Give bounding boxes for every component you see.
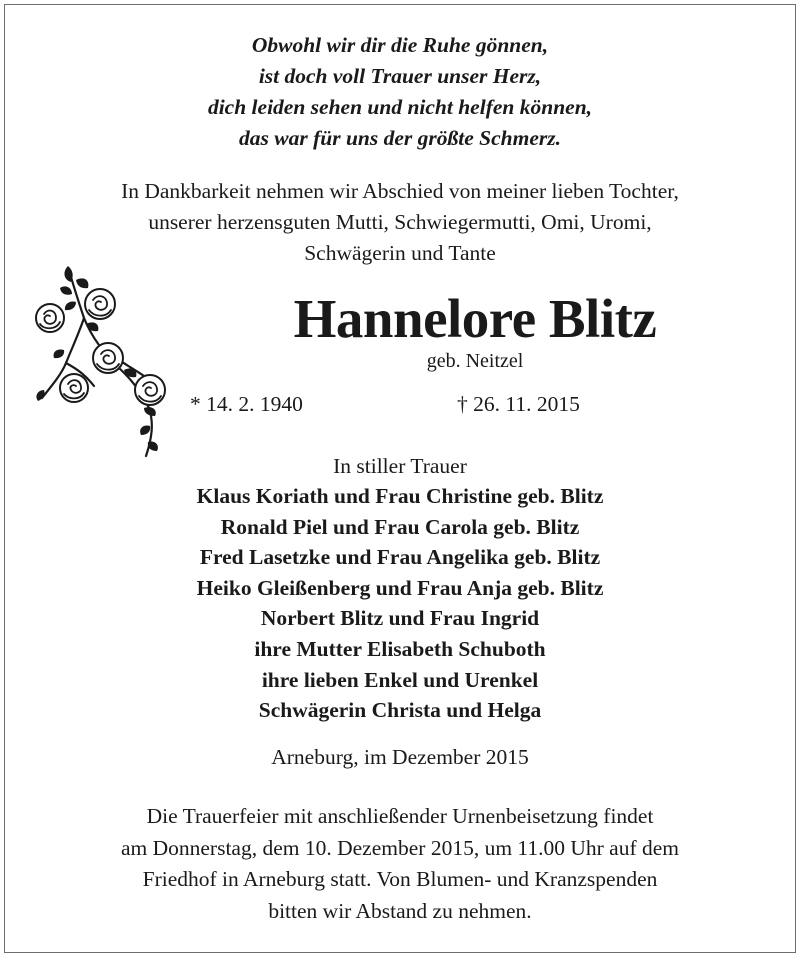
poem-line: das war für uns der größte Schmerz. [239, 126, 561, 150]
birth-date: * 14. 2. 1940 [190, 392, 303, 416]
service-info [0, 801, 800, 927]
deceased-name: Hannelore Blitz [293, 288, 657, 349]
intro-text [0, 176, 800, 269]
service-line: Die Trauerfeier mit anschließender Urnenbeisetzung findet [146, 804, 654, 828]
poem-line: dich leiden sehen und nicht helfen können, [207, 95, 593, 119]
birth-name: geb. Neitzel [426, 350, 524, 372]
intro-line: In Dankbarkeit nehmen wir Abschied von meiner lieben Tochter, [121, 179, 679, 203]
mourner-line: ihre Mutter Elisabeth Schuboth [254, 636, 546, 661]
mourner-line: Schwägerin Christa und Helga [258, 698, 542, 723]
mourner-line: Norbert Blitz und Frau Ingrid [260, 606, 540, 631]
mourners-list [0, 481, 800, 726]
mourner-line: ihre lieben Enkel und Urenkel [261, 667, 539, 692]
mourner-line: Fred Lasetzke und Frau Angelika geb. Blitz [199, 545, 601, 570]
intro-line: unserer herzensguten Mutti, Schwiegermutti, Omi, Uromi, [148, 210, 652, 234]
mourner-line: Klaus Koriath und Frau Christine geb. Blitz [196, 484, 604, 508]
service-line: am Donnerstag, dem 10. Dezember 2015, um 11.00 Uhr auf dem [120, 835, 680, 860]
place-date: Arneburg, im Dezember 2015 [271, 745, 529, 769]
poem-line: ist doch voll Trauer unser Herz, [258, 64, 542, 88]
service-line: bitten wir Abstand zu nehmen. [268, 898, 532, 923]
poem [0, 30, 800, 154]
mourner-line: Ronald Piel und Frau Carola geb. Blitz [220, 514, 580, 539]
death-date: † 26. 11. 2015 [457, 392, 580, 416]
mourning-label: In stiller Trauer [333, 454, 467, 478]
service-line: Friedhof in Arneburg statt. Von Blumen- und Kranzspenden [142, 867, 658, 891]
poem-line: Obwohl wir dir die Ruhe gönnen, [251, 33, 549, 57]
intro-line: Schwägerin und Tante [304, 241, 496, 265]
mourner-line: Heiko Gleißenberg und Frau Anja geb. Blitz [196, 575, 604, 600]
